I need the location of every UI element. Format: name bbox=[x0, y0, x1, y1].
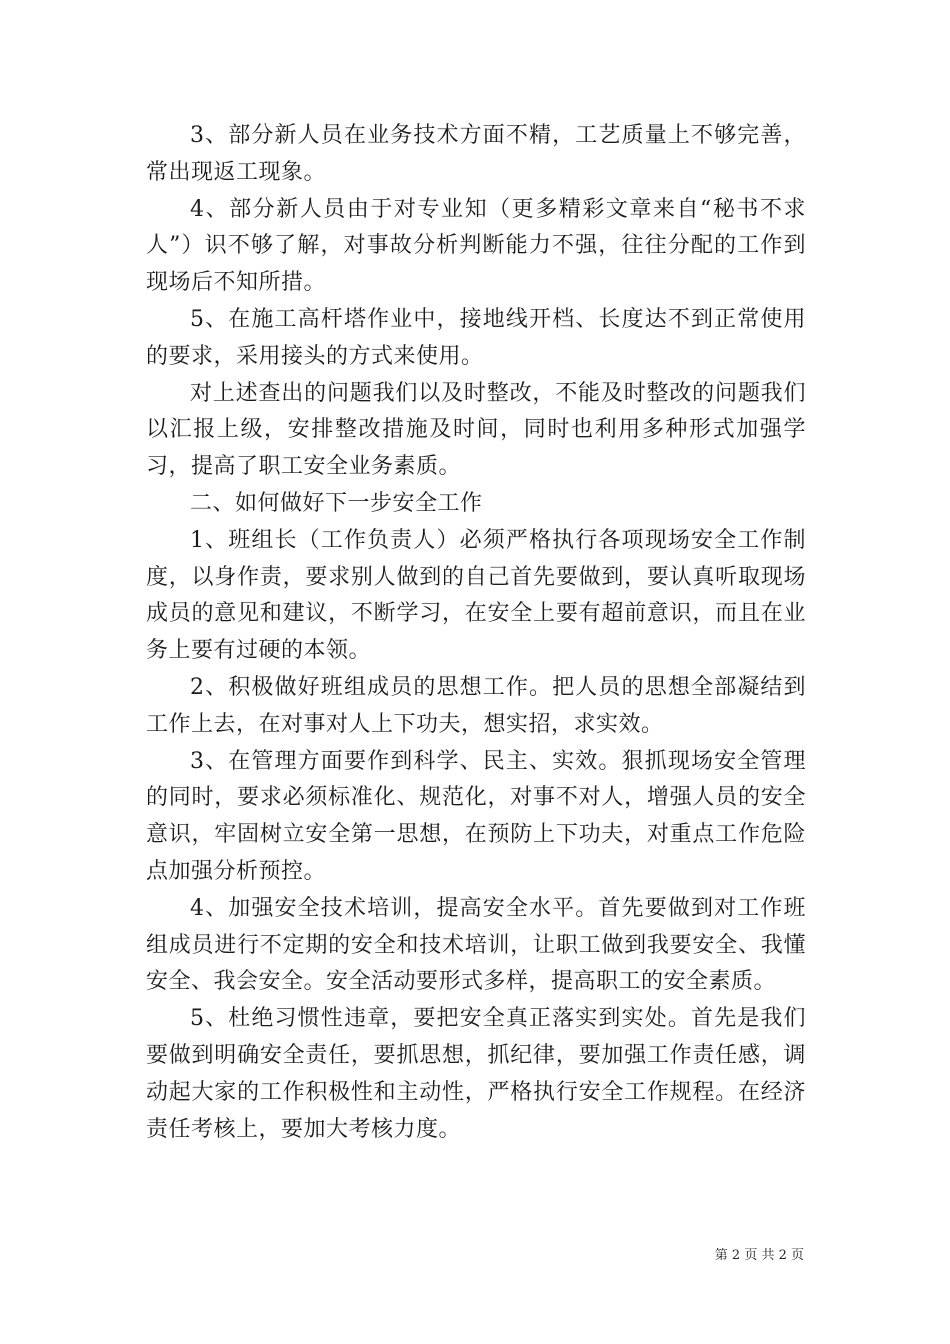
paragraph-measure-2: 2、积极做好班组成员的思想工作。把人员的思想全部凝结到工作上去，在对事对人上下功夫，想实招，求实效。 bbox=[146, 674, 806, 737]
paragraph-rectification: 对上述查出的问题我们以及时整改，不能及时整改的问题我们以汇报上级，安排整改措施及时间，同时也利用多种形式加强学习，提高了职工安全业务素质。 bbox=[146, 380, 806, 480]
paragraph-measure-1: 1、班组长（工作负责人）必须严格执行各项现场安全工作制度，以身作责，要求别人做到的自己首先要做到，要认真听取现场成员的意见和建议，不断学习，在安全上要有超前意识，而且在业务上要有过硬的本领。 bbox=[146, 527, 806, 664]
section-heading-2: 二、如何做好下一步安全工作 bbox=[190, 490, 483, 516]
paragraph-issue-5: 5、在施工高杆塔作业中，接地线开档、长度达不到正常使用的要求，采用接头的方式来使用。 bbox=[146, 306, 806, 369]
paragraph-measure-5: 5、杜绝习惯性违章，要把安全真正落实到实处。首先是我们要做到明确安全责任，要抓思想，抓纪律，要加强工作责任感，调动起大家的工作积极性和主动性，严格执行安全工作规程。在经济责任考核上，要加大考核力度。 bbox=[146, 1006, 806, 1142]
paragraph-issue-3: 3、部分新人员在业务技术方面不精，工艺质量上不够完善，常出现返工现象。 bbox=[146, 123, 806, 185]
page-number-footer: 第 2 页 共 2 页 bbox=[714, 1248, 804, 1263]
paragraph-measure-3: 3、在管理方面要作到科学、民主、实效。狠抓现场安全管理的同时，要求必须标准化、规范化，对事不对人，增强人员的安全意识，牢固树立安全第一思想，在预防上下功夫，对重点工作危险点加强分析预控。 bbox=[146, 748, 806, 884]
document-body bbox=[146, 118, 806, 1148]
paragraph-measure-4: 4、加强安全技术培训，提高安全水平。首先要做到对工作班组成员进行不定期的安全和技术培训，让职工做到我要安全、我懂安全、我会安全。安全活动要形式多样，提高职工的安全素质。 bbox=[146, 895, 806, 995]
paragraph-issue-4: 4、部分新人员由于对专业知（更多精彩文章来自“秘书不求人”）识不够了解，对事故分析判断能力不强，往往分配的工作到现场后不知所措。 bbox=[146, 196, 806, 296]
